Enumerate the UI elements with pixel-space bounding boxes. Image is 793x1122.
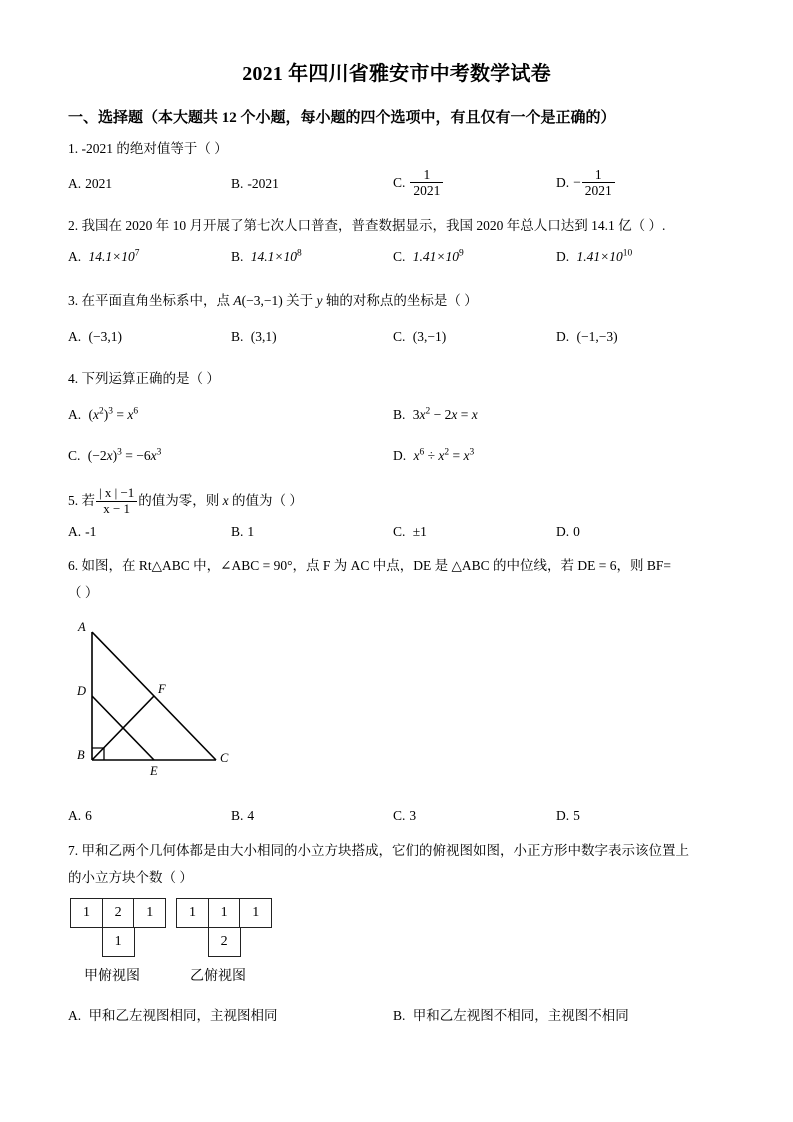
grid-cell: 1 bbox=[70, 898, 103, 928]
question-1-option-d[interactable] bbox=[556, 168, 616, 199]
option-text: 1 bbox=[247, 524, 255, 539]
question-7-option-a[interactable] bbox=[68, 1004, 278, 1024]
question-6-stem-line1: 6. 如图，在 Rt△ABC 中，∠ABC = 90°，点 F 为 AC 中点，DE 是 △ABC 的中位线，若 DE = 6，则 BF= bbox=[68, 558, 671, 573]
option-label: A. bbox=[68, 524, 82, 539]
page-title: 2021 年四川省雅安市中考数学试卷 bbox=[242, 63, 551, 85]
option-text: (−3,1) bbox=[88, 329, 122, 344]
fraction-numerator: | x | −1 bbox=[99, 485, 135, 500]
option-label: B. bbox=[231, 808, 244, 823]
option-exponent: 7 bbox=[134, 248, 140, 259]
option-label: D. bbox=[556, 329, 570, 344]
grid-cell: 2 bbox=[102, 898, 135, 928]
option-label: B. bbox=[393, 407, 406, 422]
question-1-stem: 1. -2021 的绝对值等于（ ） bbox=[68, 141, 228, 156]
fraction-numerator: 1 bbox=[423, 167, 431, 182]
question-4-option-a[interactable] bbox=[68, 407, 138, 423]
grid-cell: 1 bbox=[176, 898, 209, 928]
question-1-option-c[interactable] bbox=[393, 168, 444, 199]
option-label: A. bbox=[68, 249, 82, 264]
question-5-option-b[interactable] bbox=[231, 524, 254, 540]
question-3-option-c[interactable] bbox=[393, 329, 446, 345]
question-2-option-c[interactable] bbox=[393, 249, 464, 265]
fraction bbox=[96, 486, 137, 516]
grid-cell-empty bbox=[70, 927, 103, 957]
grid-cell-empty bbox=[176, 927, 209, 957]
option-text: -1 bbox=[85, 524, 97, 539]
grid-row-top bbox=[176, 898, 271, 927]
question-3-option-a[interactable] bbox=[68, 329, 122, 345]
question-6-option-a[interactable] bbox=[68, 808, 92, 824]
top-view-caption-yi: 乙俯视图 bbox=[190, 967, 246, 983]
fraction-numerator: 1 bbox=[594, 167, 602, 182]
option-label: B. bbox=[231, 249, 244, 264]
option-text: (3,−1) bbox=[412, 329, 447, 344]
option-text: (−1,−3) bbox=[576, 329, 618, 344]
triangle-svg bbox=[70, 618, 270, 793]
question-5-option-c[interactable] bbox=[393, 524, 427, 540]
question-6-stem-line2: （ ） bbox=[68, 585, 99, 600]
question-3-option-b[interactable] bbox=[231, 329, 277, 345]
triangle-vertex-label-f: F bbox=[158, 682, 166, 696]
option-expression: $(-2x)^3 = -6x^3$ bbox=[87, 447, 162, 463]
question-4-stem: 4. 下列运算正确的是（ ） bbox=[68, 371, 220, 386]
option-text: 甲和乙左视图不相同，主视图不相同 bbox=[412, 1008, 629, 1023]
question-3-option-d[interactable] bbox=[556, 329, 618, 345]
option-label: B. bbox=[393, 1008, 406, 1023]
option-base: 1.41×10 bbox=[576, 249, 623, 264]
option-text: -2021 bbox=[247, 176, 279, 191]
grid-row-bottom bbox=[176, 927, 271, 956]
option-text: 甲和乙左视图相同，主视图相同 bbox=[88, 1008, 278, 1023]
option-text: 5 bbox=[573, 808, 580, 823]
triangle-vertex-label-e: E bbox=[150, 764, 158, 778]
triangle-vertex-label-c: C bbox=[220, 751, 229, 765]
option-exponent: 8 bbox=[297, 248, 302, 259]
top-view-figure-jia bbox=[70, 898, 165, 955]
triangle-figure bbox=[70, 618, 270, 793]
stem-part-1: 5. 若 bbox=[68, 493, 95, 509]
question-7-stem-line2: 的小立方块个数（ ） bbox=[68, 870, 193, 885]
grid-cell: 1 bbox=[102, 927, 135, 957]
option-text: 2021 bbox=[85, 176, 113, 191]
option-expression: $3x^2 - 2x = x$ bbox=[412, 406, 478, 422]
question-2-option-b[interactable] bbox=[231, 249, 302, 265]
option-label: B. bbox=[231, 329, 244, 344]
triangle-vertex-label-d: D bbox=[77, 684, 87, 698]
option-text: 6 bbox=[85, 808, 92, 823]
stem-part-1: 3. 在平面直角坐标系中，点 bbox=[68, 293, 234, 308]
question-5-option-d[interactable] bbox=[556, 524, 580, 540]
question-3-stem bbox=[68, 291, 478, 311]
question-4-option-b[interactable] bbox=[393, 407, 478, 423]
option-base: 14.1×10 bbox=[250, 249, 298, 264]
grid-cell-empty bbox=[239, 927, 272, 957]
point-label-a: A bbox=[233, 293, 242, 308]
option-label: D. bbox=[556, 174, 570, 190]
grid-row-bottom bbox=[70, 927, 165, 956]
question-5-option-a[interactable] bbox=[68, 524, 96, 540]
stem-part-3: 的值为（ ） bbox=[228, 493, 303, 509]
option-label: C. bbox=[393, 808, 406, 823]
question-4-option-d[interactable] bbox=[393, 448, 474, 464]
option-text: 4 bbox=[247, 808, 255, 823]
triangle-vertex-label-a: A bbox=[78, 620, 86, 634]
question-1-option-b[interactable] bbox=[231, 176, 279, 192]
minus-sign: − bbox=[573, 174, 581, 190]
option-text: (3,1) bbox=[250, 329, 277, 344]
stem-part-2: 的值为零，则 bbox=[138, 493, 223, 509]
option-label: A. bbox=[68, 407, 82, 422]
option-label: C. bbox=[393, 524, 406, 539]
option-text: 3 bbox=[409, 808, 417, 823]
option-label: A. bbox=[68, 329, 82, 344]
option-label: C. bbox=[393, 174, 406, 190]
variable-x: x bbox=[222, 493, 229, 509]
axis-label-y: y bbox=[316, 293, 323, 308]
grid-cell: 2 bbox=[208, 927, 241, 957]
triangle-vertex-label-b: B bbox=[77, 748, 85, 762]
stem-part-4: 轴的对称点的坐标是（ ） bbox=[322, 293, 478, 308]
fraction-denominator: 2021 bbox=[582, 182, 615, 198]
question-7-option-b[interactable] bbox=[393, 1004, 629, 1024]
fraction-denominator: 2021 bbox=[410, 182, 443, 198]
question-6-option-c[interactable] bbox=[393, 808, 416, 824]
option-label: C. bbox=[68, 448, 81, 463]
section-heading: 一、选择题（本大题共 12 个小题，每小题的四个选项中，有且仅有一个是正确的） bbox=[68, 110, 616, 126]
option-label: D. bbox=[556, 524, 570, 539]
question-4-option-c[interactable] bbox=[68, 448, 161, 464]
option-label: B. bbox=[231, 176, 244, 191]
question-7-stem-line1: 7. 甲和乙两个几何体都是由大小相同的小立方块搭成，它们的俯视图如图，小正方形中数字表示该位置上 bbox=[68, 843, 689, 858]
top-view-caption-jia: 甲俯视图 bbox=[84, 967, 140, 983]
stem-coordinates: (−3,−1) bbox=[241, 293, 283, 308]
question-1-option-a[interactable] bbox=[68, 176, 112, 192]
option-label: A. bbox=[68, 1008, 82, 1023]
option-text: ±1 bbox=[412, 524, 427, 539]
question-2-option-a[interactable] bbox=[68, 249, 139, 265]
option-label: B. bbox=[231, 524, 244, 539]
question-6-option-b[interactable] bbox=[231, 808, 254, 824]
option-label: D. bbox=[393, 448, 407, 463]
option-text: 0 bbox=[573, 524, 580, 539]
option-exponent: 9 bbox=[459, 248, 464, 259]
question-2-stem: 2. 我国在 2020 年 10 月开展了第七次人口普查，普查数据显示，我国 2020 年总人口达到 14.1 亿（ ）. bbox=[68, 218, 666, 233]
question-5-stem bbox=[68, 487, 303, 517]
grid-cell: 1 bbox=[208, 898, 241, 928]
stem-part-3: 关于 bbox=[282, 293, 317, 308]
question-6-option-d[interactable] bbox=[556, 808, 580, 824]
grid-row-top bbox=[70, 898, 165, 927]
option-expression: $x^6 \div x^2 = x^3$ bbox=[413, 447, 475, 463]
fraction bbox=[582, 167, 615, 198]
fraction-denominator: x − 1 bbox=[96, 501, 137, 517]
option-expression: $(x^2)^3 = x^6$ bbox=[88, 406, 139, 422]
option-label: D. bbox=[556, 249, 570, 264]
grid-cell: 1 bbox=[239, 898, 272, 928]
grid-cell-empty bbox=[133, 927, 166, 957]
option-label: A. bbox=[68, 808, 82, 823]
option-label: A. bbox=[68, 176, 82, 191]
option-label: D. bbox=[556, 808, 570, 823]
grid-cell: 1 bbox=[133, 898, 166, 928]
top-view-figure-yi bbox=[176, 898, 271, 955]
option-exponent: 10 bbox=[622, 248, 633, 259]
question-2-option-d[interactable] bbox=[556, 249, 632, 265]
fraction bbox=[410, 167, 443, 198]
option-base: 14.1×10 bbox=[88, 249, 135, 264]
option-base: 1.41×10 bbox=[412, 249, 460, 264]
option-label: C. bbox=[393, 329, 406, 344]
option-label: C. bbox=[393, 249, 406, 264]
